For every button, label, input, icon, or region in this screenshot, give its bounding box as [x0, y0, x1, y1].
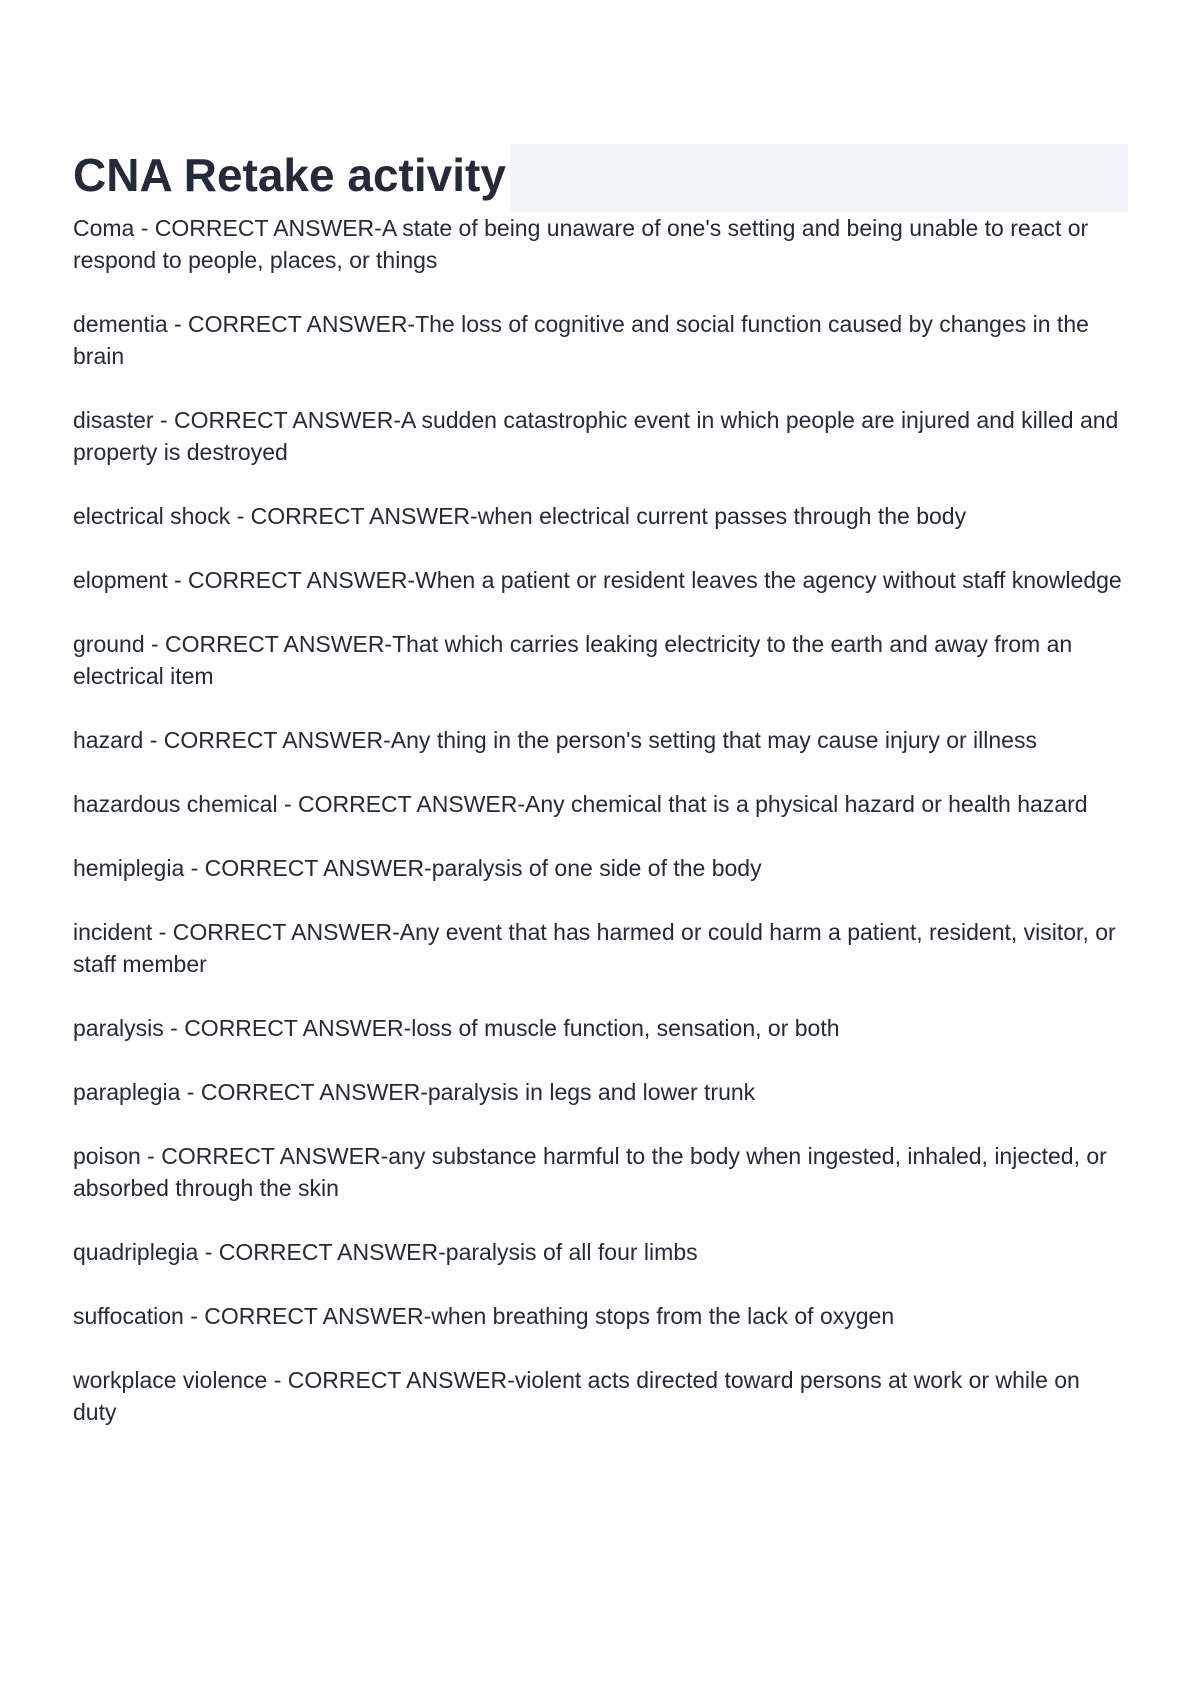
entry-ground: ground - CORRECT ANSWER-That which carries leaking electricity to the earth and away from an electrical item — [73, 631, 1073, 689]
entry-quadriplegia: quadriplegia - CORRECT ANSWER-paralysis of all four limbs — [73, 1239, 698, 1265]
entry-disaster: disaster - CORRECT ANSWER-A sudden catastrophic event in which people are injured and killed and property is destroyed — [73, 407, 1119, 465]
entry-hazardous-chemical: hazardous chemical - CORRECT ANSWER-Any chemical that is a physical hazard or health hazard — [73, 791, 1088, 817]
document-page — [73, 144, 1128, 1460]
entry-suffocation: suffocation - CORRECT ANSWER-when breathing stops from the lack of oxygen — [73, 1303, 895, 1329]
entry-paralysis: paralysis - CORRECT ANSWER-loss of muscle function, sensation, or both — [73, 1015, 840, 1041]
entry-hemiplegia: hemiplegia - CORRECT ANSWER-paralysis of one side of the body — [73, 855, 762, 881]
entry-paraplegia: paraplegia - CORRECT ANSWER-paralysis in legs and lower trunk — [73, 1079, 756, 1105]
entry-poison: poison - CORRECT ANSWER-any substance harmful to the body when ingested, inhaled, injected, or absorbed through the skin — [73, 1143, 1107, 1201]
entry-electrical-shock: electrical shock - CORRECT ANSWER-when electrical current passes through the body — [73, 503, 967, 529]
entry-elopment: elopment - CORRECT ANSWER-When a patient or resident leaves the agency without staff knowledge — [73, 567, 1122, 593]
page-title: CNA Retake activity — [73, 144, 510, 212]
entry-list — [73, 212, 1128, 1428]
entry-dementia: dementia - CORRECT ANSWER-The loss of cognitive and social function caused by changes in the brain — [73, 311, 1089, 369]
entry-coma: Coma - CORRECT ANSWER-A state of being unaware of one's setting and being unable to react or respond to people, places, or things — [73, 215, 1089, 273]
entry-incident: incident - CORRECT ANSWER-Any event that has harmed or could harm a patient, resident, visitor, or staff member — [73, 919, 1116, 977]
title-bar — [73, 144, 1128, 212]
entry-workplace-violence: workplace violence - CORRECT ANSWER-violent acts directed toward persons at work or while on duty — [73, 1367, 1080, 1425]
entry-hazard: hazard - CORRECT ANSWER-Any thing in the person's setting that may cause injury or illness — [73, 727, 1037, 753]
